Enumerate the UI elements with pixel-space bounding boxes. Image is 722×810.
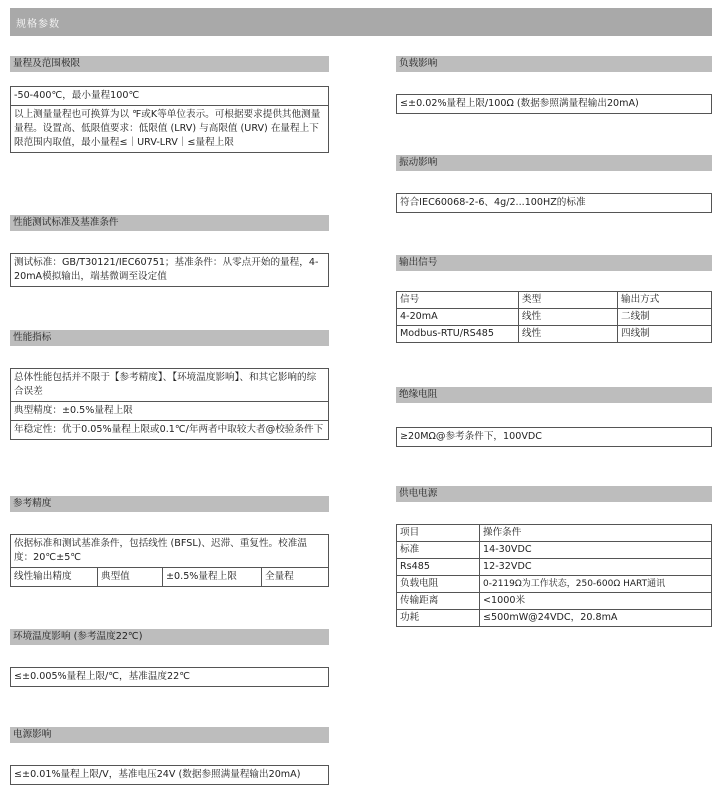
range-row: -50-400℃，最小量程100℃: [14, 90, 140, 101]
table-cell: 标准: [397, 542, 480, 559]
table-row: [397, 542, 712, 559]
power-effect-row: ≤±0.01%量程上限/V，基准电压24V (数据参照满量程输出20mA): [14, 769, 301, 780]
accuracy-cell: ±0.5%量程上限: [162, 568, 261, 586]
table-cell: ≤500mW@24VDC，20.8mA: [480, 610, 712, 627]
performance-row: 总体性能包括并不限于【参考精度】、【环境温度影响】、和其它影响的综合误差: [14, 372, 317, 397]
table-cell: 12-32VDC: [480, 559, 712, 576]
table-cell: 0-2119Ω为工作状态，250-600Ω HART通讯: [480, 576, 712, 593]
table-cell: 负载电阻: [397, 576, 480, 593]
accuracy-cell: 全量程: [261, 568, 328, 586]
vibration-row: 符合IEC60068-2-6、4g/2...100HZ的标准: [400, 197, 586, 208]
table-row: [397, 559, 712, 576]
table-cell: 类型: [519, 292, 618, 309]
table-row: [397, 610, 712, 627]
table-cell: <1000米: [480, 593, 712, 610]
standard-section: [10, 215, 329, 287]
section-title: 负载影响: [396, 56, 712, 72]
accuracy-desc: 依据标准和测试基准条件，包括线性 (BFSL)、迟滞、重复性。校准温度：20℃±5℃: [14, 538, 307, 563]
load-row: ≤±0.02%量程上限/100Ω (数据参照满量程输出20mA): [400, 98, 639, 109]
section-title: 振动影响: [396, 155, 712, 171]
table-cell: 二线制: [618, 309, 712, 326]
power-effect-section: [10, 727, 329, 785]
range-box: [10, 86, 329, 153]
section-title: 输出信号: [396, 255, 712, 271]
section-title: 电源影响: [10, 727, 329, 743]
ambient-box: [10, 667, 329, 687]
section-title: 性能测试标准及基准条件: [10, 215, 329, 231]
load-section: [396, 56, 712, 114]
table-row: [397, 326, 712, 343]
insulation-row: ≥20MΩ@参考条件下，100VDC: [400, 431, 542, 442]
table-cell: 项目: [397, 525, 480, 542]
section-title: 参考精度: [10, 496, 329, 512]
performance-row: 典型精度：±0.5%量程上限: [11, 401, 328, 420]
load-box: [396, 94, 712, 114]
table-cell: Modbus-RTU/RS485: [397, 326, 519, 343]
performance-section: [10, 330, 329, 440]
table-row: [397, 576, 712, 593]
page-header: [10, 8, 712, 36]
vibration-box: [396, 193, 712, 213]
output-section: [396, 255, 712, 343]
table-cell: 14-30VDC: [480, 542, 712, 559]
table-row: [397, 525, 712, 542]
table-cell: 功耗: [397, 610, 480, 627]
table-cell: 四线制: [618, 326, 712, 343]
table-cell: 线性: [519, 326, 618, 343]
table-cell: Rs485: [397, 559, 480, 576]
output-table: [396, 291, 712, 343]
power-effect-box: [10, 765, 329, 785]
section-title: 绝缘电阻: [396, 387, 712, 403]
table-cell: 输出方式: [618, 292, 712, 309]
section-title: 环境温度影响 (参考温度22℃): [10, 629, 329, 645]
table-row: [397, 292, 712, 309]
supply-section: [396, 486, 712, 627]
insulation-box: [396, 427, 712, 447]
vibration-section: [396, 155, 712, 213]
table-row: [397, 309, 712, 326]
section-title: 量程及范围极限: [10, 56, 329, 72]
standard-box: [10, 253, 329, 287]
page-title: 规格参数: [16, 19, 60, 30]
range-row: 以上测量量程也可换算为以 ℉或K等单位表示。可根据要求提供其他测量量程。设置高、低限值要求：低限值 (LRV) 与高限值 (URV) 在量程上下限范围内取值，最小量程≤｜URV-LRV｜≤量程上限: [11, 105, 328, 152]
accuracy-cell: 典型值: [97, 568, 162, 586]
range-section: [10, 56, 329, 153]
section-title: 供电电源: [396, 486, 712, 502]
table-cell: 线性: [519, 309, 618, 326]
table-cell: 4-20mA: [397, 309, 519, 326]
insulation-section: [396, 387, 712, 447]
ambient-section: [10, 629, 329, 687]
accuracy-box: [10, 534, 329, 587]
table-cell: 操作条件: [480, 525, 712, 542]
section-title: 性能指标: [10, 330, 329, 346]
standard-row: 测试标准：GB/T30121/IEC60751；基准条件：从零点开始的量程，4-20mA模拟输出，端基微调至设定值: [14, 257, 319, 282]
table-row: [397, 593, 712, 610]
ambient-row: ≤±0.005%量程上限/℃，基准温度22℃: [14, 671, 190, 682]
accuracy-cell: 线性输出精度: [14, 571, 72, 582]
table-cell: 传输距离: [397, 593, 480, 610]
supply-table: [396, 524, 712, 627]
accuracy-cells: [11, 567, 328, 586]
accuracy-section: [10, 496, 329, 587]
performance-row: 年稳定性：优于0.05%量程上限或0.1℃/年两者中取较大者@校验条件下: [11, 420, 328, 439]
table-cell: 信号: [397, 292, 519, 309]
performance-box: [10, 368, 329, 440]
